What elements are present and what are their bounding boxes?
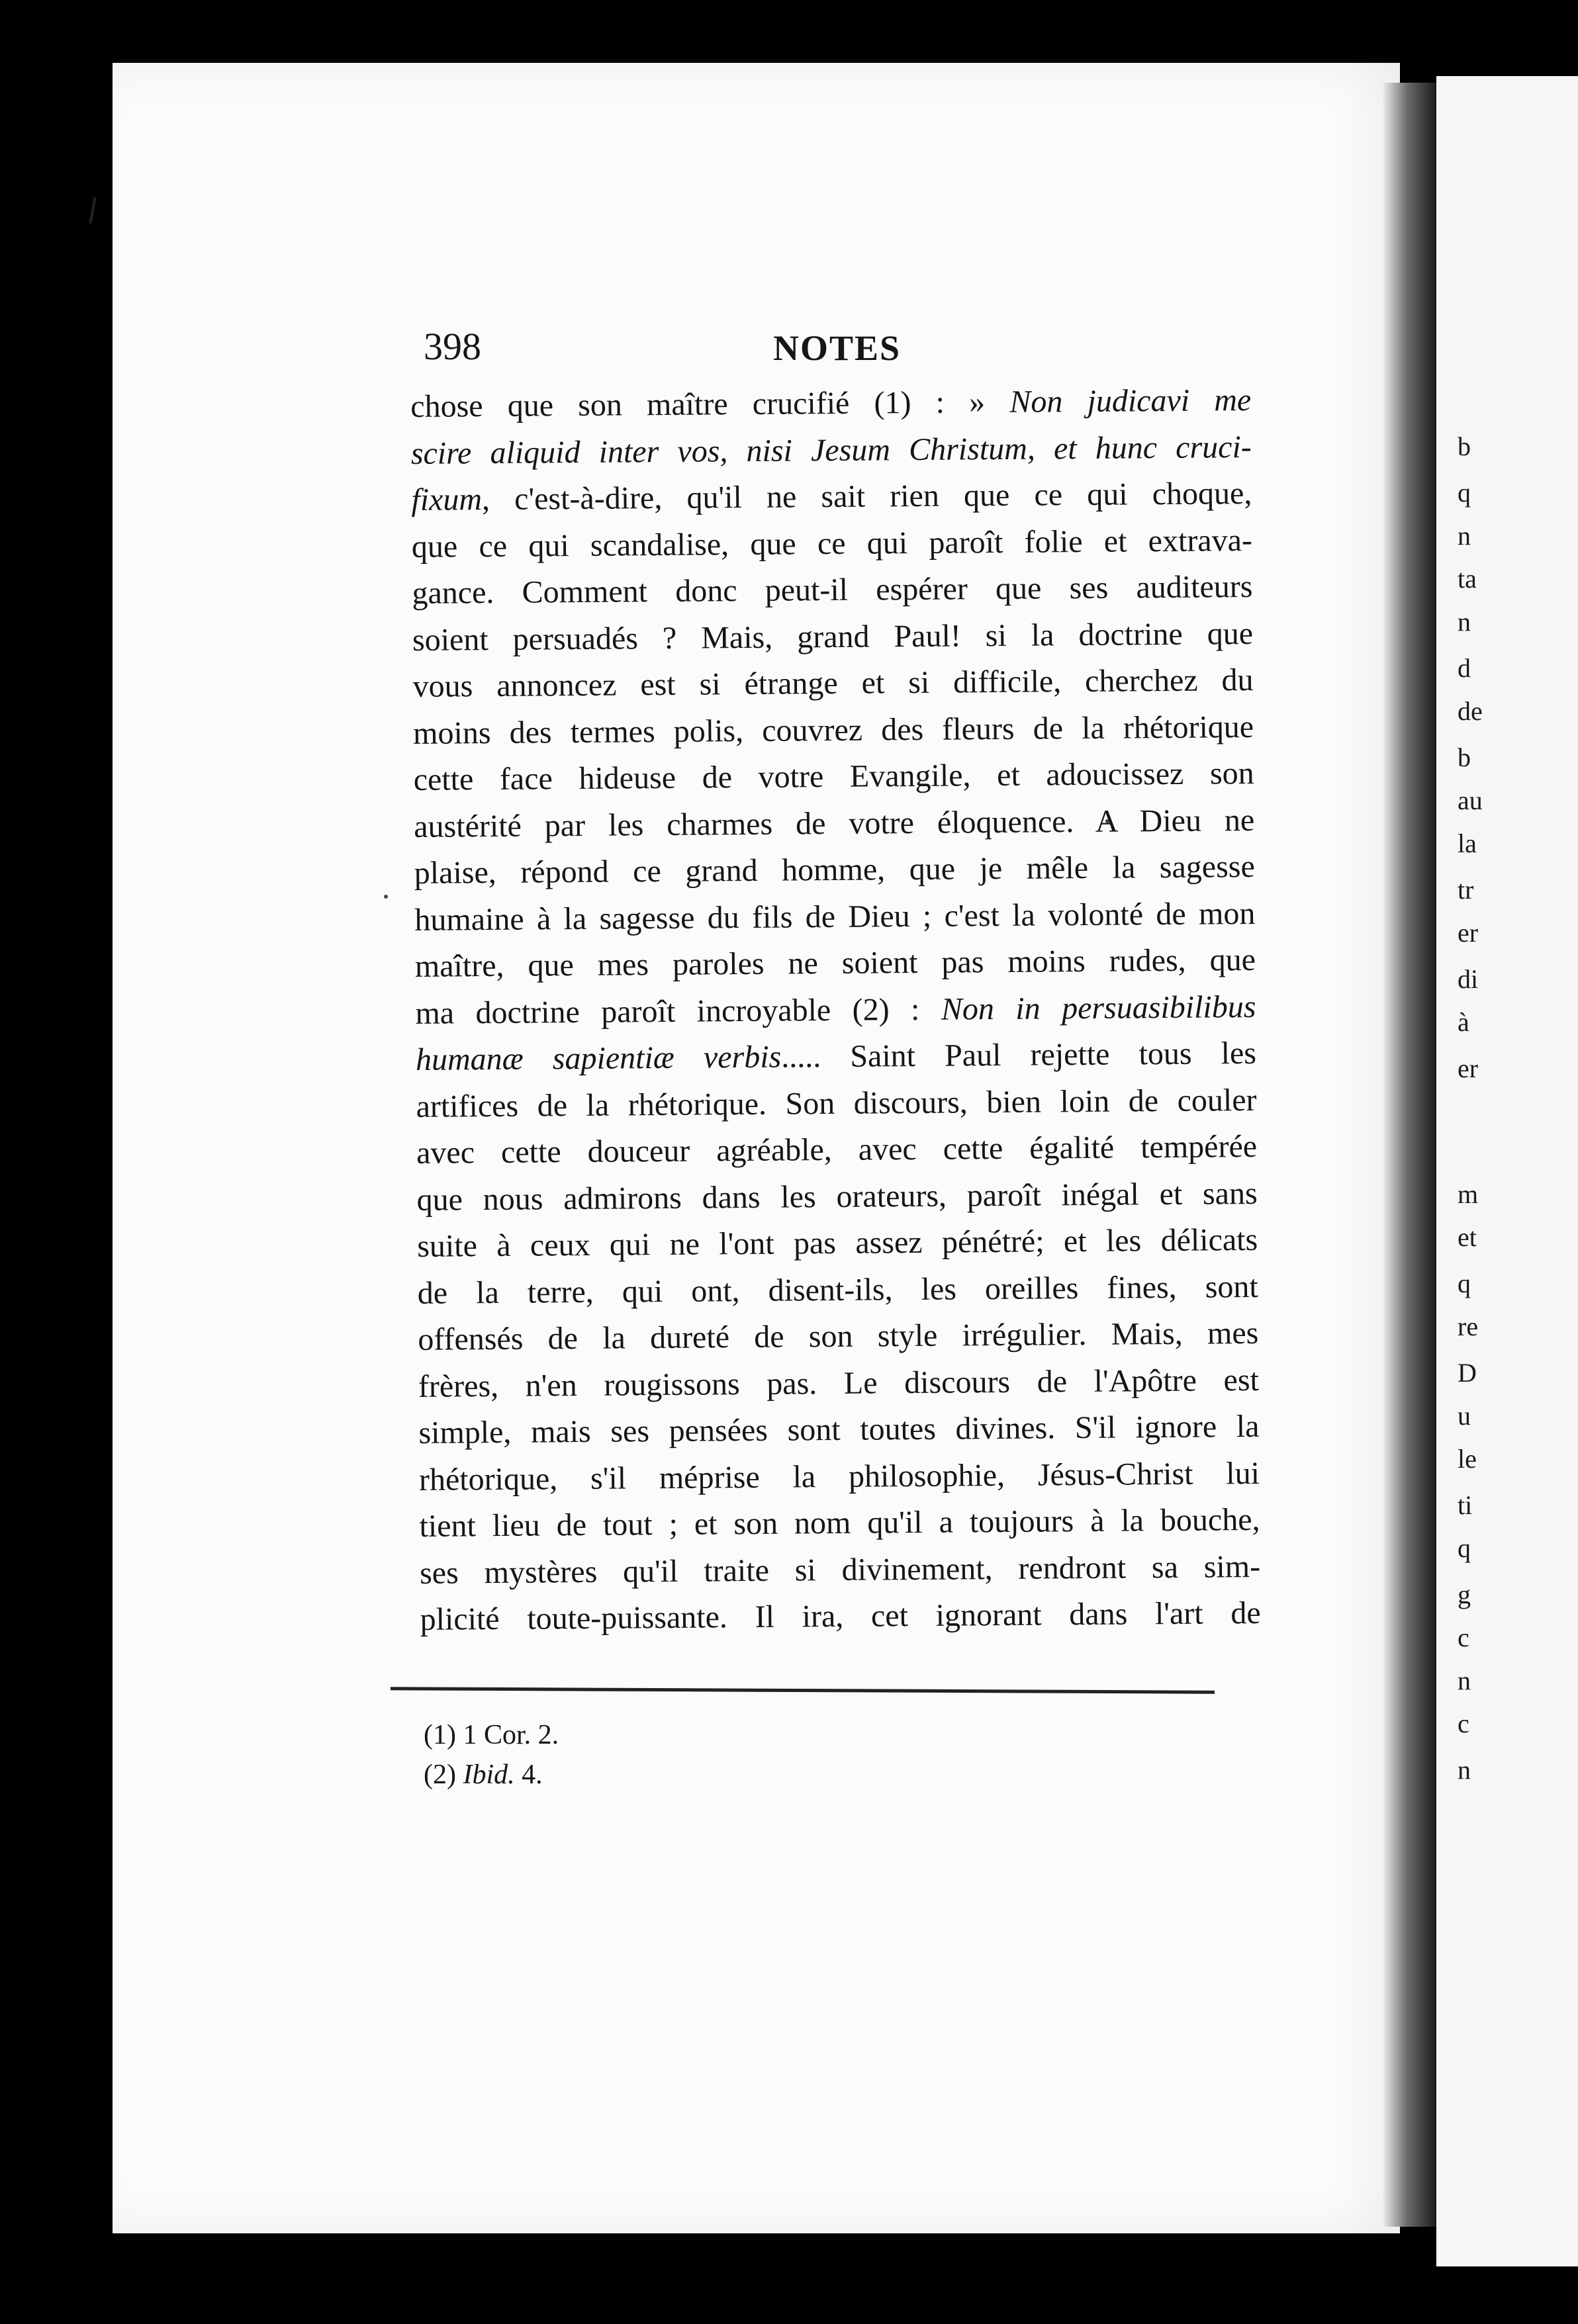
facing-page-fragment: q	[1458, 478, 1471, 508]
facing-page-fragment: n	[1458, 607, 1471, 637]
text-segment: de la terre, qui ont, disent-ils, les oreilles fines, sont	[417, 1269, 1258, 1311]
italic-segment: humanæ sapientiæ verbis	[415, 1039, 782, 1077]
text-line	[414, 844, 1256, 897]
facing-page-fragment: m	[1458, 1179, 1479, 1209]
facing-page-fragment: n	[1458, 1666, 1471, 1695]
text-line	[420, 1543, 1261, 1596]
text-segment: que ce qui scandalise, que ce qui paroît folie et extrava-	[411, 522, 1253, 564]
text-line	[412, 517, 1253, 570]
facing-page-fragment: di	[1458, 964, 1479, 994]
footnote-line	[424, 1755, 559, 1795]
text-line	[415, 937, 1256, 990]
text-segment: gance. Comment donc peut-il espérer que ses auditeurs	[412, 569, 1253, 611]
text-segment: artifices de la rhétorique. Son discours, bien loin de couler	[416, 1082, 1257, 1124]
text-segment: cette face hideuse de votre Evangile, et adoucissez son	[413, 756, 1254, 797]
page-number: 398	[424, 325, 481, 368]
italic-segment: scire aliquid inter vos, nisi Jesum Christum, et hunc cruci-	[410, 429, 1252, 471]
text-line	[413, 704, 1254, 757]
text-segment: moins des termes polis, couvrez des fleurs de la rhétorique	[412, 709, 1254, 751]
text-line	[412, 657, 1254, 710]
text-line	[410, 377, 1252, 430]
footnotes	[424, 1715, 559, 1795]
text-segment: 4.	[514, 1760, 543, 1790]
text-line	[418, 1263, 1259, 1316]
text-line	[418, 1404, 1260, 1456]
text-line	[416, 1077, 1257, 1130]
facing-page-fragment: la	[1458, 828, 1477, 858]
text-line	[416, 1170, 1258, 1223]
page-header	[424, 324, 1251, 384]
text-segment: tient lieu de tout ; et son nom qu'il a toujours à la bouche,	[419, 1501, 1260, 1544]
text-segment: rhétorique, s'il méprise la philosophie, Jésus-Christ lui	[418, 1455, 1260, 1497]
text-segment: suite à ceux qui ne l'ont pas assez pénétré; et les délicats	[417, 1222, 1258, 1264]
facing-page-fragment: le	[1458, 1444, 1477, 1474]
text-line	[412, 564, 1253, 617]
text-segment: ses mystères qu'il traite si divinement, rendront sa sim-	[419, 1548, 1261, 1591]
facing-page-fragment: q	[1458, 1533, 1471, 1563]
italic-segment: Ibid.	[463, 1760, 515, 1790]
text-line	[411, 470, 1252, 523]
facing-page-fragment: c	[1458, 1709, 1469, 1738]
facing-page-fragment: er	[1458, 918, 1479, 948]
body-text	[410, 377, 1261, 1643]
facing-page-fragment: et	[1458, 1222, 1477, 1252]
facing-page-fragment: de	[1458, 696, 1483, 726]
facing-page-fragment: à	[1458, 1007, 1469, 1037]
facing-page-fragment: re	[1458, 1312, 1479, 1341]
facing-page-fragment: D	[1458, 1358, 1477, 1388]
text-line	[416, 1030, 1257, 1083]
ink-speck	[384, 895, 388, 899]
running-head: NOTES	[773, 328, 902, 368]
facing-page-fragment: n	[1458, 521, 1471, 551]
facing-page-fragment: b	[1458, 431, 1471, 461]
facing-page-fragment: ta	[1458, 564, 1477, 594]
text-segment: plaise, répond ce grand homme, que je mêle la sagesse	[414, 849, 1255, 891]
italic-segment: Non in persuasibilibus	[941, 989, 1256, 1027]
text-line	[416, 1124, 1258, 1177]
text-segment: , c'est-à-dire, qu'il ne sait rien que ce qui choque,	[481, 476, 1252, 517]
text-line	[420, 1590, 1261, 1643]
text-line	[417, 1217, 1258, 1270]
facing-page-fragment: er	[1458, 1053, 1479, 1083]
text-segment: avec cette douceur agréable, avec cette égalité tempérée	[416, 1128, 1258, 1171]
text-segment: (1) 1 Cor. 2.	[424, 1720, 559, 1750]
facing-page	[1436, 76, 1578, 2266]
text-segment: maître, que mes paroles ne soient pas moins rudes, que	[414, 942, 1256, 984]
text-line	[415, 983, 1256, 1036]
text-line	[414, 891, 1256, 944]
facing-page-fragment: n	[1458, 1755, 1471, 1785]
text-segment: simple, mais ses pensées sont toutes divines. S'il ignore la	[418, 1408, 1260, 1451]
text-segment: plicité toute-puissante. Il ira, cet ignorant dans l'art de	[420, 1595, 1261, 1637]
text-segment: soient persuadés ? Mais, grand Paul! si la doctrine que	[412, 615, 1254, 658]
facing-page-fragment: au	[1458, 785, 1483, 815]
text-segment: chose que son maître crucifié (1) : »	[410, 384, 1010, 424]
text-segment: ..... Saint Paul rejette tous les	[781, 1035, 1257, 1075]
text-segment: frères, n'en rougissons pas. Le discours de l'Apôtre est	[418, 1362, 1260, 1404]
facing-page-fragment: g	[1458, 1580, 1471, 1609]
book-gutter-shadow	[1383, 83, 1436, 2227]
text-line	[419, 1497, 1260, 1550]
facing-page-fragment: d	[1458, 653, 1471, 683]
facing-page-fragment: c	[1458, 1623, 1469, 1652]
text-line	[418, 1310, 1259, 1363]
text-line	[414, 797, 1255, 850]
text-segment: austérité par les charmes de votre éloquence. A Dieu ne	[414, 802, 1255, 844]
text-line	[419, 1450, 1260, 1503]
text-line	[418, 1357, 1260, 1409]
text-segment: que nous admirons dans les orateurs, paroît inégal et sans	[416, 1175, 1258, 1218]
text-line	[413, 750, 1254, 803]
text-line	[411, 424, 1252, 477]
stray-ink-mark	[89, 197, 97, 224]
facing-page-fragment: u	[1458, 1401, 1471, 1431]
italic-segment: Non judicavi me	[1009, 382, 1252, 420]
text-segment: vous annoncez est si étrange et si difficile, cherchez du	[412, 662, 1254, 704]
text-segment: ma doctrine paroît incroyable (2) :	[415, 991, 942, 1031]
facing-page-fragment: q	[1458, 1269, 1471, 1298]
text-line	[412, 611, 1254, 664]
text-segment: (2)	[424, 1760, 463, 1790]
facing-page-fragment: tr	[1458, 875, 1474, 905]
text-segment: humaine à la sagesse du fils de Dieu ; c'est la volonté de mon	[414, 895, 1256, 938]
facing-page-fragment: ti	[1458, 1490, 1473, 1520]
italic-segment: fixum	[411, 482, 483, 517]
text-segment: offensés de la dureté de son style irrégulier. Mais, mes	[418, 1315, 1259, 1357]
facing-page-fragment: b	[1458, 742, 1471, 772]
footnote-line	[424, 1715, 559, 1755]
